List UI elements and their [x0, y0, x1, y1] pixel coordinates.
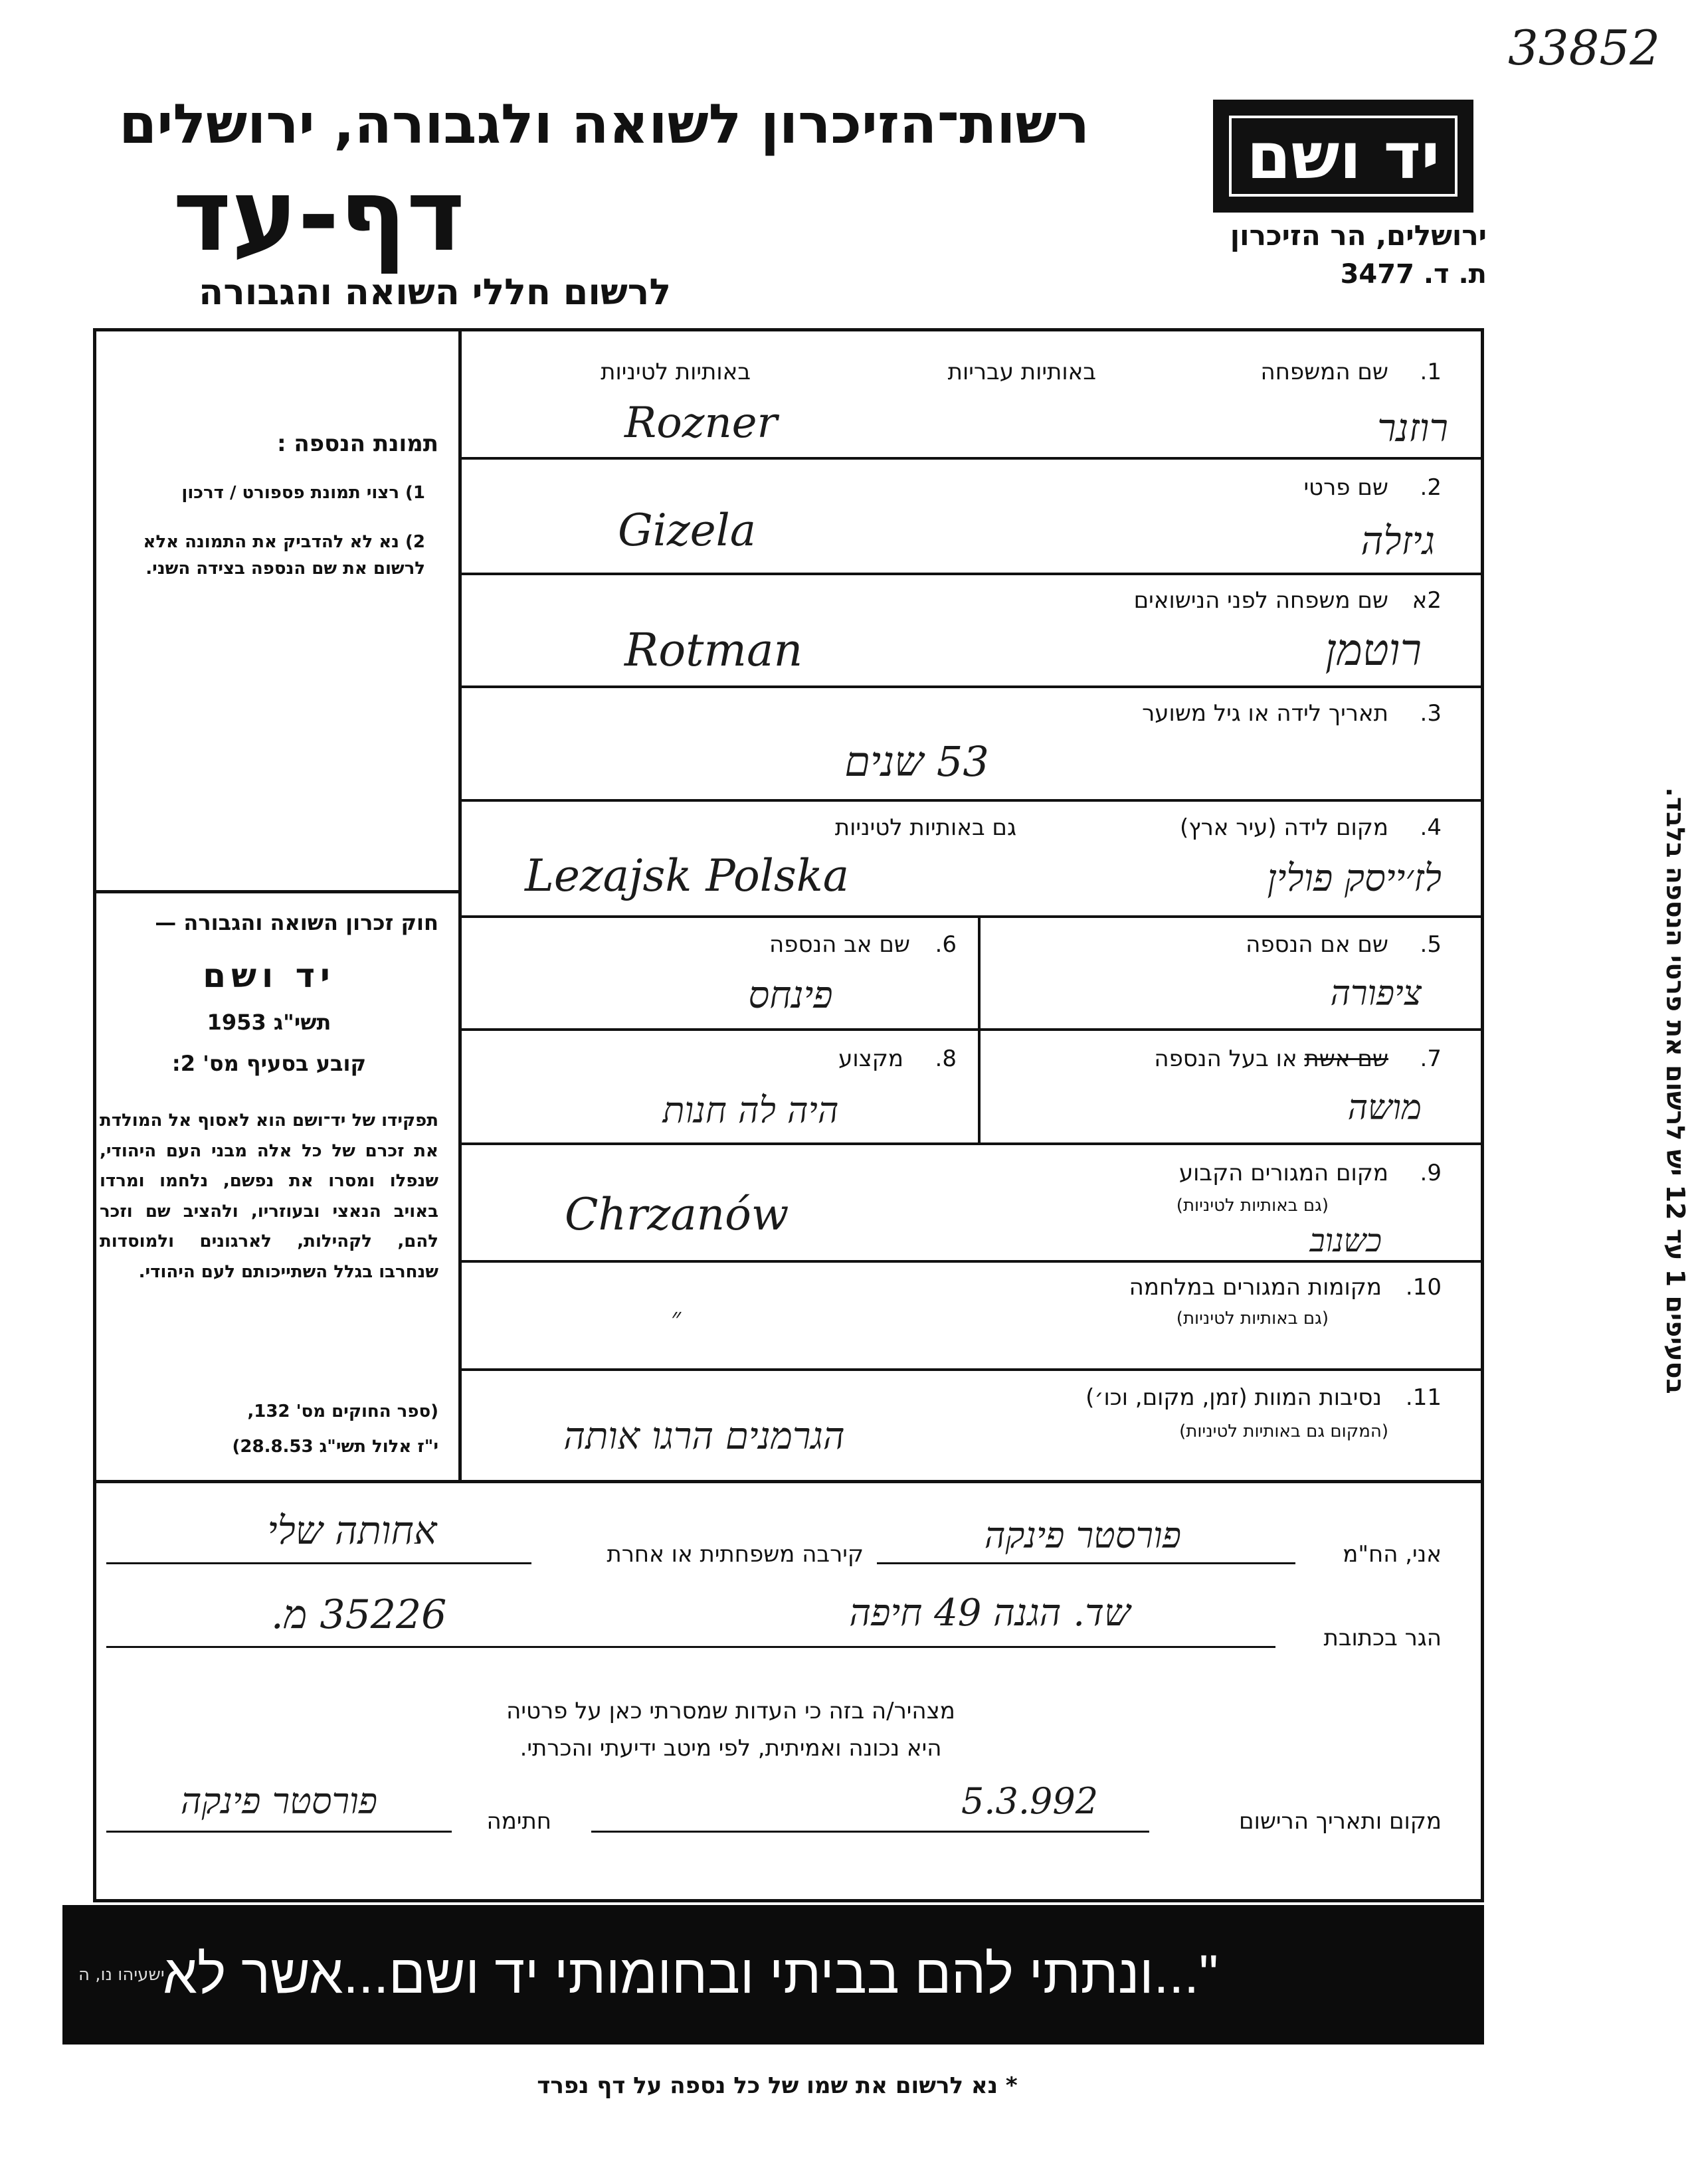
address-value[interactable]: שד. הגנה 49 חיפה	[849, 1592, 1131, 1635]
relation-label: קירבה משפחתית או אחרת	[607, 1541, 864, 1568]
field-1-latin-value[interactable]: Rozner	[624, 399, 778, 448]
field-2a-latin-value[interactable]: Rotman	[624, 624, 803, 677]
field-9-label: מקום המגורים הקבוע	[1178, 1160, 1388, 1186]
field-7-num: 7.	[1420, 1046, 1442, 1072]
bottom-note-text: נא לרשום את שמו של כל נספה על דף נפרד	[537, 2072, 998, 2099]
field-7-label	[1056, 1046, 1388, 1072]
field-6-value[interactable]: פינחס	[748, 974, 833, 1017]
field-4-sub: גם באותיות לטיניות	[834, 814, 1016, 841]
field-2a-label: שם משפחה לפני הנישואים	[1133, 587, 1388, 614]
field-8-num: 8.	[935, 1046, 957, 1072]
left-column-divider	[458, 328, 462, 1480]
field-11-value[interactable]: הגרמנים הרגו אותה	[563, 1415, 845, 1458]
field-5-num: 5.	[1420, 931, 1442, 958]
field-7-value[interactable]: מושה	[1347, 1088, 1422, 1128]
photo-box-item-2: 2) נא לא להדביק את התמונה אלא לרשום את שם הנספה בצידה השני.	[143, 532, 425, 579]
declarant-i-label: אני, הח"מ	[1343, 1541, 1442, 1568]
field-11-label: נסיבות המוות (זמן, מקום, וכו׳)	[1085, 1384, 1382, 1411]
address-line-1: ירושלים, הר הזיכרון	[1230, 219, 1487, 252]
row-line	[462, 573, 1484, 575]
photo-box-title: תמונת הנספה :	[277, 430, 438, 457]
law-name: יד ושם	[203, 956, 335, 995]
field-4-latin-value[interactable]: Lezajsk Polska	[525, 850, 850, 901]
footer-quote-source: ישעיהו נו, ה	[78, 1965, 165, 1985]
field-9-latin-value[interactable]: Chrzanów	[565, 1189, 789, 1240]
address-line	[106, 1646, 1275, 1648]
row-line	[462, 1260, 1484, 1263]
field-3-label: תאריך לידה או גיל משוער	[1142, 700, 1388, 727]
field-1-label: שם המשפחה	[1260, 359, 1388, 385]
declaration-line-1: מצהיר/ה בזה כי העדות שמסרתי כאן על פרטיה	[506, 1698, 955, 1724]
field-10-label: מקומות המגורים במלחמה	[1129, 1274, 1382, 1301]
law-source: (ספר החוקים מס' 132,	[247, 1402, 438, 1421]
side-note: בסעיפים 1 עד 12 יש לרשום את פרטי הנספה בלבד.	[1661, 787, 1690, 1394]
form-section-line	[93, 1480, 1484, 1483]
organization-line: רשות־הזיכרון לשואה ולגבורה, ירושלים	[119, 93, 1089, 156]
field-3-num: 3.	[1420, 700, 1442, 727]
field-2a-num: 2א	[1412, 587, 1442, 614]
row-line	[462, 685, 1484, 688]
law-year: תשי"ג 1953	[207, 1010, 331, 1035]
form-title: דף-עד	[173, 158, 465, 274]
law-section: קובע בסעיף מס' 2:	[171, 1051, 367, 1076]
field-2-num: 2.	[1420, 474, 1442, 501]
row-line	[462, 1028, 1484, 1031]
document-number: 33852	[1508, 20, 1661, 76]
photo-box-item-1: 1) רצוי תמונת פספורט / דרכון	[181, 483, 425, 503]
relation-line	[106, 1562, 531, 1564]
declarant-name[interactable]: פורסטר פינקה	[984, 1514, 1182, 1556]
field-1-num: 1.	[1420, 359, 1442, 385]
logo-text: יד ושם	[1246, 119, 1440, 193]
row-line	[462, 457, 1484, 460]
zip-value[interactable]: 35226 מ.	[270, 1592, 447, 1638]
place-date-value[interactable]: 5.3.992	[961, 1780, 1099, 1822]
declaration-line-2: היא נכונה ואמיתית, לפי מיטב ידיעתי והכרתי.	[519, 1735, 942, 1762]
bottom-note	[465, 2072, 1089, 2099]
field-divider	[978, 918, 981, 1028]
field-9-num: 9.	[1420, 1160, 1442, 1186]
field-4-num: 4.	[1420, 814, 1442, 841]
field-2-hebrew-value[interactable]: גיזלה	[1361, 518, 1435, 563]
field-1-hebrew-value[interactable]: רוזנר	[1377, 405, 1448, 450]
form-subtitle: לרשום חללי השואה והגבורה	[199, 271, 671, 313]
left-box-separator	[93, 890, 462, 893]
field-6-label: שם אב הנספה	[769, 931, 910, 958]
field-11-num: 11.	[1405, 1384, 1442, 1411]
row-line	[462, 799, 1484, 802]
field-2-label: שם פרטי	[1303, 474, 1388, 501]
field-4-label: מקום לידה (עיר ארץ)	[1179, 814, 1388, 841]
declarant-name-line	[877, 1562, 1295, 1564]
place-date-line	[591, 1831, 1149, 1833]
signature-label: חתימה	[486, 1808, 551, 1835]
field-10-sub: (גם באותיות לטיניות)	[1176, 1309, 1329, 1328]
field-4-hebrew-value[interactable]: לז׳ייסק פולין	[1267, 857, 1442, 900]
field-5-label: שם אם הנספה	[1246, 931, 1388, 958]
field-10-num: 10.	[1405, 1274, 1442, 1301]
place-date-label: מקום ותאריך הרישום	[1239, 1808, 1442, 1835]
column-latin-header: באותיות לטיניות	[601, 359, 751, 385]
field-8-label: מקצוע	[838, 1046, 903, 1072]
signature-line	[106, 1831, 452, 1833]
law-text: תפקידו של יד־ושם הוא לאסוף אל המולדת את זכרם של כל אלה מבני העם היהודי, שנפלו ומסרו את נפשם, נלחמו ומרדו באויב הנאצי ובעוזריו, ולהציב שם וזכר להם, לקהילות, לארגונים ולמוסדות שנחרבו בגלל השתייכותם לעם היהודי.	[100, 1111, 438, 1282]
signature-value[interactable]: פורסטר פינקה	[180, 1780, 378, 1822]
law-title: חוק זכרון השואה והגבורה —	[155, 910, 438, 935]
field-6-num: 6.	[935, 931, 957, 958]
yad-vashem-logo	[1213, 100, 1473, 213]
field-3-value[interactable]: 53 שנים	[844, 737, 989, 786]
field-7-label-struck: שם אשת	[1304, 1046, 1388, 1072]
footer-quote: "...ונתתי להם בביתי ובחומותי יד ושם...אשר לא יכרת"	[163, 1944, 1218, 2144]
address-label: הגר בכתובת	[1323, 1625, 1442, 1651]
law-date: י"ז אלול תשי"ג 28.8.53)	[232, 1437, 438, 1457]
field-2-latin-value[interactable]: Gizela	[618, 505, 757, 556]
field-5-value[interactable]: ציפורה	[1330, 974, 1422, 1014]
field-9-sub: (גם באותיות לטיניות)	[1176, 1196, 1329, 1216]
field-7-label-rest: או בעל הנספה	[1154, 1046, 1305, 1072]
field-11-sub: (המקום גם באותיות לטיניות)	[1179, 1421, 1388, 1441]
relation-value[interactable]: אחותה שלי	[267, 1508, 437, 1553]
address-line-2: ת. ד. 3477	[1340, 259, 1487, 290]
field-2a-hebrew-value[interactable]: רוטמן	[1325, 624, 1422, 676]
field-9-hebrew-value[interactable]: כשנוב	[1309, 1222, 1382, 1259]
row-line	[462, 915, 1484, 918]
field-divider	[978, 1031, 981, 1142]
bullet-icon: *	[998, 2072, 1018, 2099]
field-10-value[interactable]: ״	[671, 1303, 682, 1333]
column-hebrew-header: באותיות עבריות	[947, 359, 1096, 385]
row-line	[462, 1368, 1484, 1371]
row-line	[462, 1142, 1484, 1145]
field-8-value[interactable]: היה לה חנות	[662, 1089, 839, 1131]
